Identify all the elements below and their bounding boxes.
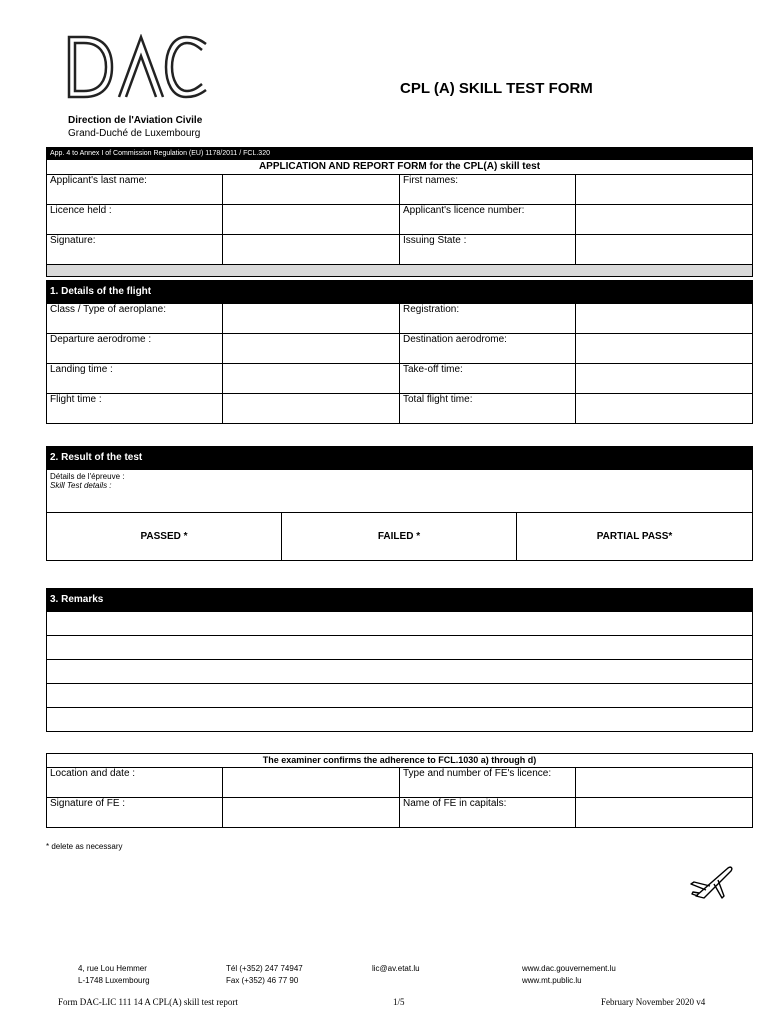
remarks-line[interactable] (47, 612, 753, 636)
flight-time-field[interactable] (223, 394, 400, 424)
flight-time-label: Flight time : (47, 394, 223, 424)
takeoff-time-field[interactable] (576, 364, 753, 394)
email-link[interactable]: lic@av.etat.lu (372, 964, 420, 973)
fe-signature-label: Signature of FE : (47, 798, 223, 828)
separator-row (47, 265, 753, 277)
first-names-label: First names: (400, 175, 576, 205)
fe-name-label: Name of FE in capitals: (400, 798, 576, 828)
phone-number: Tél (+352) 247 74947 (226, 964, 303, 973)
licence-held-field[interactable] (223, 205, 400, 235)
last-name-label: Applicant's last name: (47, 175, 223, 205)
org-country: Grand-Duché de Luxembourg (68, 128, 201, 139)
form-reference: Form DAC-LIC 111 14 A CPL(A) skill test report (58, 997, 238, 1007)
applicant-table (46, 147, 753, 277)
form-title: CPL (A) SKILL TEST FORM (400, 80, 593, 97)
registration-label: Registration: (400, 304, 576, 334)
form-version: February November 2020 v4 (601, 997, 706, 1007)
examiner-table (46, 753, 753, 828)
licence-held-label: Licence held : (47, 205, 223, 235)
remarks-line[interactable] (47, 660, 753, 684)
registration-field[interactable] (576, 304, 753, 334)
application-title: APPLICATION AND REPORT FORM for the CPL(A) skill test (47, 160, 753, 175)
remarks-line[interactable] (47, 684, 753, 708)
fax-number: Fax (+352) 46 77 90 (226, 976, 299, 985)
airplane-icon (690, 862, 734, 902)
flight-details-table (46, 280, 753, 424)
result-table (46, 446, 753, 561)
delete-note: * delete as necessary (46, 842, 123, 851)
remarks-line[interactable] (47, 636, 753, 660)
last-name-field[interactable] (223, 175, 400, 205)
landing-time-field[interactable] (223, 364, 400, 394)
examiner-confirmation: The examiner confirms the adherence to FCL.1030 a) through d) (47, 754, 753, 768)
licence-number-label: Applicant's licence number: (400, 205, 576, 235)
location-date-label: Location and date : (47, 768, 223, 798)
org-name: Direction de l'Aviation Civile (68, 115, 203, 126)
website-link-mt[interactable]: www.mt.public.lu (522, 976, 582, 985)
takeoff-time-label: Take-off time: (400, 364, 576, 394)
total-flight-time-field[interactable] (576, 394, 753, 424)
fe-licence-field[interactable] (576, 768, 753, 798)
signature-field[interactable] (223, 235, 400, 265)
departure-aerodrome-label: Departure aerodrome : (47, 334, 223, 364)
details-label-fr: Détails de l'épreuve : (50, 472, 125, 481)
passed-option[interactable]: PASSED * (47, 513, 282, 561)
first-names-field[interactable] (576, 175, 753, 205)
landing-time-label: Landing time : (47, 364, 223, 394)
partial-pass-option[interactable]: PARTIAL PASS* (517, 513, 753, 561)
website-link-dac[interactable]: www.dac.gouvernement.lu (522, 964, 616, 973)
address-line2: L-1748 Luxembourg (78, 976, 150, 985)
address-line1: 4, rue Lou Hemmer (78, 964, 147, 973)
departure-aerodrome-field[interactable] (223, 334, 400, 364)
aeroplane-type-label: Class / Type of aeroplane: (47, 304, 223, 334)
fe-signature-field[interactable] (223, 798, 400, 828)
destination-aerodrome-label: Destination aerodrome: (400, 334, 576, 364)
details-label-en: Skill Test details : (50, 481, 112, 490)
regulation-reference: App. 4 to Annex I of Commission Regulation (EU) 1178/2011 / FCL.320 (47, 148, 753, 160)
skill-test-details[interactable] (47, 470, 753, 513)
failed-option[interactable]: FAILED * (282, 513, 517, 561)
licence-number-field[interactable] (576, 205, 753, 235)
remarks-table (46, 588, 753, 732)
issuing-state-label: Issuing State : (400, 235, 576, 265)
aeroplane-type-field[interactable] (223, 304, 400, 334)
section-1-heading: 1. Details of the flight (47, 281, 753, 304)
signature-label: Signature: (47, 235, 223, 265)
destination-aerodrome-field[interactable] (576, 334, 753, 364)
total-flight-time-label: Total flight time: (400, 394, 576, 424)
dac-logo (66, 34, 214, 100)
fe-licence-label: Type and number of FE's licence: (400, 768, 576, 798)
section-3-heading: 3. Remarks (47, 589, 753, 612)
fe-name-field[interactable] (576, 798, 753, 828)
issuing-state-field[interactable] (576, 235, 753, 265)
location-date-field[interactable] (223, 768, 400, 798)
remarks-line[interactable] (47, 708, 753, 732)
section-2-heading: 2. Result of the test (47, 447, 753, 470)
page-number: 1/5 (393, 997, 405, 1007)
